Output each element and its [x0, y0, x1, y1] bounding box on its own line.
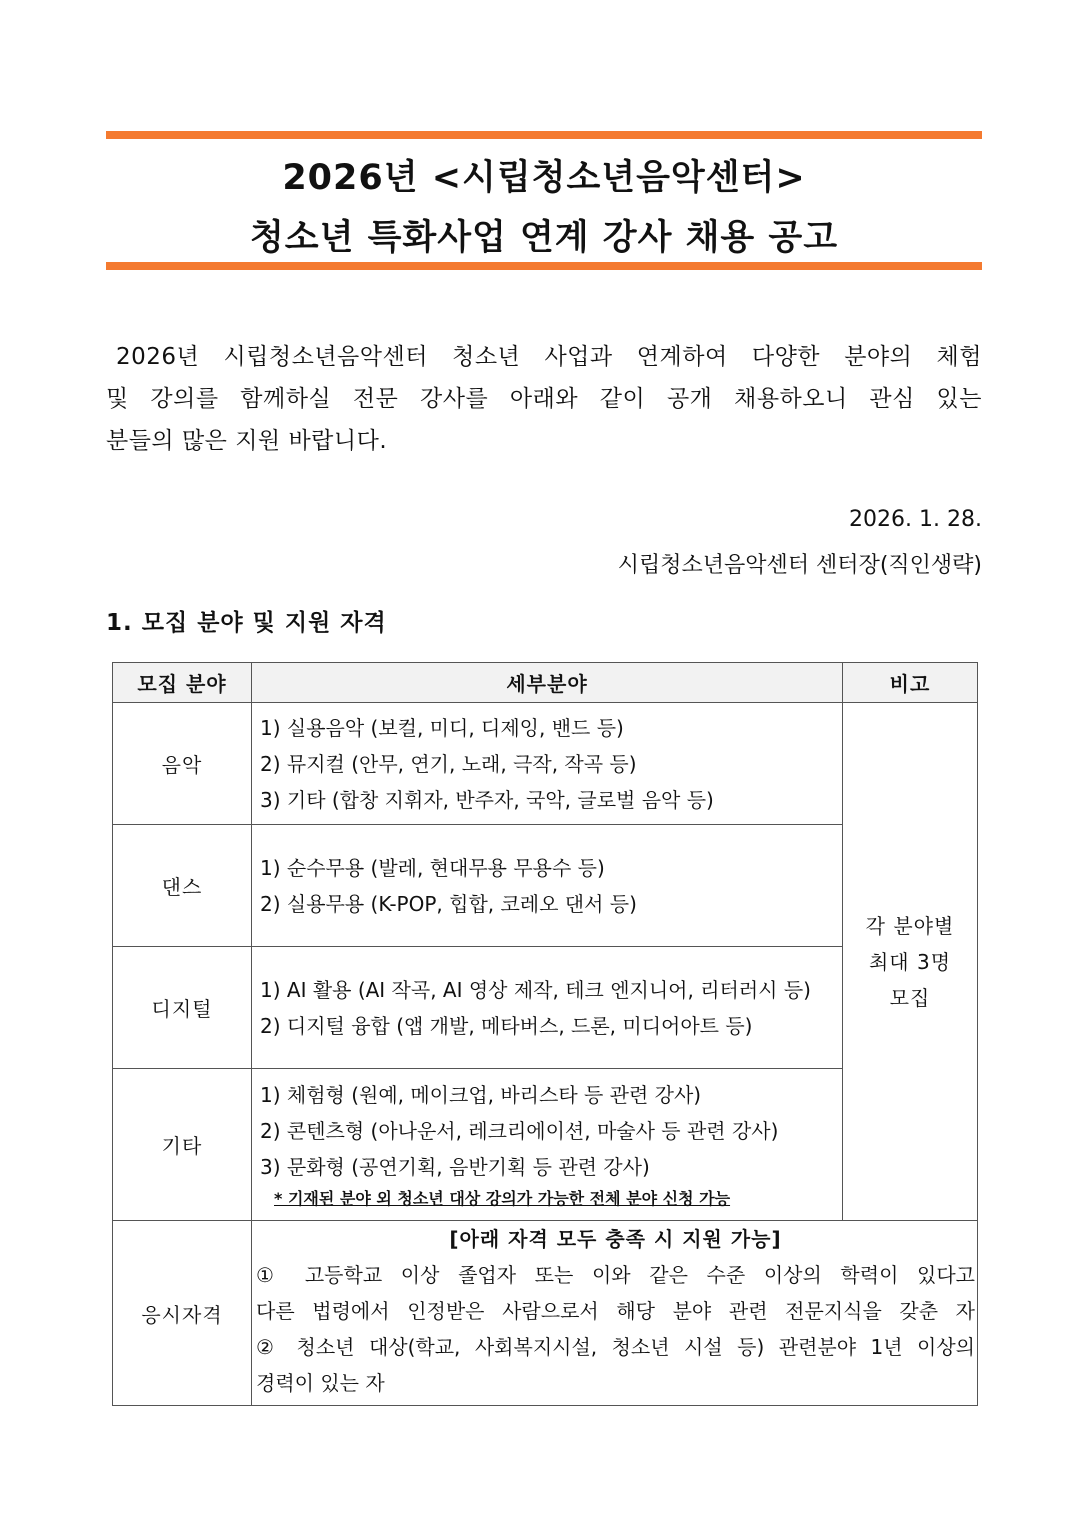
field-dance: 댄스	[113, 825, 252, 947]
field-digital: 디지털	[113, 947, 252, 1069]
qualification-heading: [아래 자격 모두 충족 시 지원 가능]	[449, 1227, 782, 1251]
table-row-music	[113, 703, 978, 825]
table-header-row	[113, 663, 978, 703]
detail-item: 3) 문화형 (공연기획, 음반기획 등 관련 강사)	[260, 1154, 650, 1179]
title-top-rule	[106, 131, 982, 139]
title-line-2: 청소년 특화사업 연계 강사 채용 공고	[249, 218, 839, 258]
detail-digital	[252, 947, 843, 1069]
header-field: 모집 분야	[113, 663, 252, 703]
detail-footnote: * 기재된 분야 외 청소년 대상 강의가 가능한 전체 분야 신청 가능	[274, 1188, 731, 1208]
title-bottom-rule	[106, 262, 982, 270]
detail-dance	[252, 825, 843, 947]
intro-line-3: 분들의 많은 지원 바랍니다.	[106, 428, 388, 454]
intro-line-2: 및 강의를 함께하실 전문 강사를 아래와 같이 공개 채용하오니 관심 있는	[106, 386, 982, 412]
detail-music	[252, 703, 843, 825]
qualification-item-2-line-1: ② 청소년 대상(학교, 사회복지시설, 청소년 시설 등) 관련분야 1년 이상의	[256, 1335, 975, 1359]
issuer-signature: 시립청소년음악센터 센터장(직인생략)	[617, 553, 982, 578]
detail-other	[252, 1069, 843, 1221]
field-qualification: 응시자격	[113, 1221, 252, 1406]
detail-item: 1) 순수무용 (발레, 현대무용 무용수 등)	[260, 855, 605, 880]
qualification-item-2-line-2: 경력이 있는 자	[256, 1371, 385, 1395]
detail-item: 2) 실용무용 (K-POP, 힙합, 코레오 댄서 등)	[260, 891, 637, 916]
detail-item: 1) AI 활용 (AI 작곡, AI 영상 제작, 테크 엔지니어, 리터러시 등)	[260, 977, 811, 1002]
note-line-2: 최대 3명	[868, 949, 952, 974]
qualification-item-1-line-1: ① 고등학교 이상 졸업자 또는 이와 같은 수준 이상의 학력이 있다고	[256, 1263, 975, 1287]
qualification-item-1-line-2: 다른 법령에서 인정받은 사람으로서 해당 분야 관련 전문지식을 갖춘 자	[256, 1299, 975, 1323]
announcement-date: 2026. 1. 28.	[849, 507, 982, 532]
title-line-1: 2026년 <시립청소년음악센터>	[282, 158, 806, 198]
field-music: 음악	[113, 703, 252, 825]
header-detail: 세부분야	[252, 663, 843, 703]
detail-item: 3) 기타 (합창 지휘자, 반주자, 국악, 글로벌 음악 등)	[260, 787, 714, 812]
note-line-3: 모집	[889, 985, 931, 1010]
table-row-qualification	[113, 1221, 978, 1406]
detail-item: 2) 디지털 융합 (앱 개발, 메타버스, 드론, 미디어아트 등)	[260, 1013, 753, 1038]
note-cell	[843, 703, 978, 1221]
header-note: 비고	[843, 663, 978, 703]
field-other: 기타	[113, 1069, 252, 1221]
detail-item: 2) 뮤지컬 (안무, 연기, 노래, 극작, 작곡 등)	[260, 751, 637, 776]
detail-item: 1) 체험형 (원예, 메이크업, 바리스타 등 관련 강사)	[260, 1082, 702, 1107]
detail-item: 2) 콘텐츠형 (아나운서, 레크리에이션, 마술사 등 관련 강사)	[260, 1118, 779, 1143]
recruitment-table	[112, 662, 978, 1406]
section-1-heading: 1. 모집 분야 및 지원 자격	[106, 610, 387, 636]
detail-item: 1) 실용음악 (보컬, 미디, 디제잉, 밴드 등)	[260, 715, 624, 740]
note-line-1: 각 분야별	[865, 913, 955, 938]
intro-paragraph	[106, 336, 982, 462]
qualification-detail	[252, 1221, 978, 1406]
intro-line-1: 2026년 시립청소년음악센터 청소년 사업과 연계하여 다양한 분야의 체험	[116, 344, 982, 370]
